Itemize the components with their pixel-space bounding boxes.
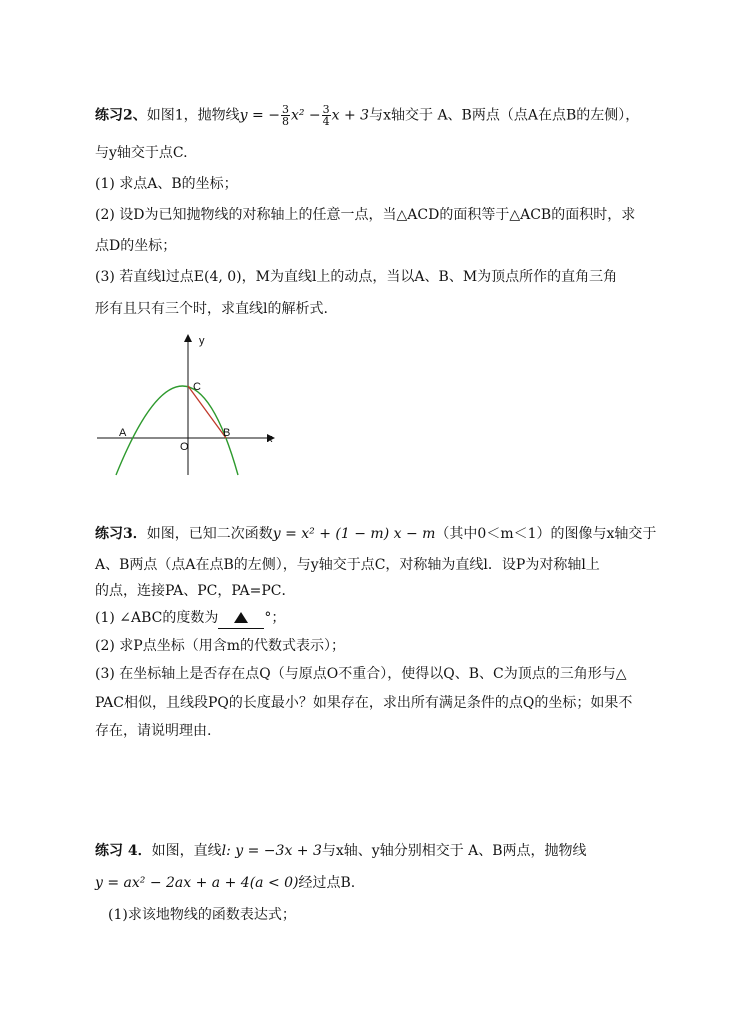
- ex2-eq-y: y = −: [239, 107, 280, 124]
- ex2-question-1: (1) 求点A、B的坐标；: [95, 176, 238, 192]
- ex2-eq-mid: x² −: [290, 107, 321, 124]
- ex3-equation: y = x² + (1 − m) x − m: [272, 526, 436, 542]
- ex2-frac-2: $\frac{3}{4}$: [322, 103, 330, 128]
- ex3-question-1: [95, 608, 285, 629]
- ex3-title: 练习3．: [95, 526, 147, 542]
- ex3-text-1b: （其中0＜m＜1）的图像与x轴交于: [435, 526, 657, 542]
- label-c: C: [193, 381, 201, 393]
- ex2-question-3a: (3) 若直线l过点E(4, 0)，M为直线l上的动点，当以A、B、M为顶点所作的直角三角: [95, 269, 618, 285]
- ex2-text-1a: 如图1，抛物线: [146, 107, 240, 124]
- ex4-parabola-equation: y = ax² − 2ax + a + 4(a < 0): [95, 875, 299, 891]
- ex3-text-1a: 如图，已知二次函数: [146, 526, 273, 542]
- label-y: y: [199, 335, 205, 347]
- ex3-line-3: 的点，连接PA、PC，PA=PC．: [95, 583, 296, 599]
- ex2-text-1b: 与x轴交于 A、B两点（点A在点B的左侧），: [369, 107, 640, 124]
- ex2-frac-1: $\frac{3}{8}$: [281, 103, 289, 128]
- parabola-curve: [116, 386, 238, 475]
- ex3-line-2: A、B两点（点A在点B的左侧），与y轴交于点C，对称轴为直线l．设P为对称轴l上: [95, 557, 600, 573]
- ex2-question-3b: 形有且只有三个时，求直线l的解析式.: [95, 301, 328, 317]
- ex4-line-1: [95, 841, 587, 861]
- answer-blank: [218, 608, 264, 629]
- ex4-line-equation: l: y = −3x + 3: [221, 843, 322, 859]
- label-a: A: [119, 427, 127, 439]
- ex2-title: 练习2、: [95, 107, 147, 124]
- label-x: x: [267, 433, 273, 445]
- ex3-question-3c: 存在，请说明理由.: [95, 723, 212, 739]
- ex4-text-2b: 经过点B.: [298, 875, 356, 891]
- y-axis-arrow: [184, 334, 192, 342]
- ex4-line-2: [95, 873, 355, 893]
- ex2-line-1: [95, 104, 639, 127]
- label-b: B: [223, 427, 231, 439]
- ex2-eq-tail: x + 3: [331, 107, 370, 124]
- ex3-question-3a: (3) 在坐标轴上是否存在点Q（与原点O不重合），使得以Q、B、C为顶点的三角形与△: [95, 666, 627, 682]
- ex3-question-2: (2) 求P点坐标（用含m的代数式表示）；: [95, 638, 345, 654]
- ex4-question-1: (1)求该地物线的函数表达式；: [108, 907, 296, 923]
- ex4-title: 练习 4．: [95, 843, 152, 859]
- triangle-icon: [234, 612, 248, 623]
- ex3-question-3b: PAC相似，且线段PQ的长度最小？如果存在，求出所有满足条件的点Q的坐标；如果不: [95, 695, 633, 711]
- ex4-text-1b: 与x轴、y轴分别相交于 A、B两点，抛物线: [321, 843, 587, 859]
- ex2-question-2b: 点D的坐标；: [95, 238, 177, 254]
- ex4-text-1a: 如图，直线: [151, 843, 222, 859]
- ex2-question-2a: (2) 设D为已知抛物线的对称轴上的任意一点，当△ACD的面积等于△ACB的面积时，求: [95, 207, 636, 223]
- ex2-line-2: 与y轴交于点C.: [95, 145, 188, 161]
- parabola-figure: [95, 330, 280, 478]
- ex3-line-1: [95, 524, 656, 544]
- ex3-q1-degree: °；: [264, 610, 286, 626]
- ex3-q1-text: (1) ∠ABC的度数为: [95, 610, 219, 626]
- chord-cb: [188, 386, 226, 438]
- label-o: O: [180, 441, 189, 453]
